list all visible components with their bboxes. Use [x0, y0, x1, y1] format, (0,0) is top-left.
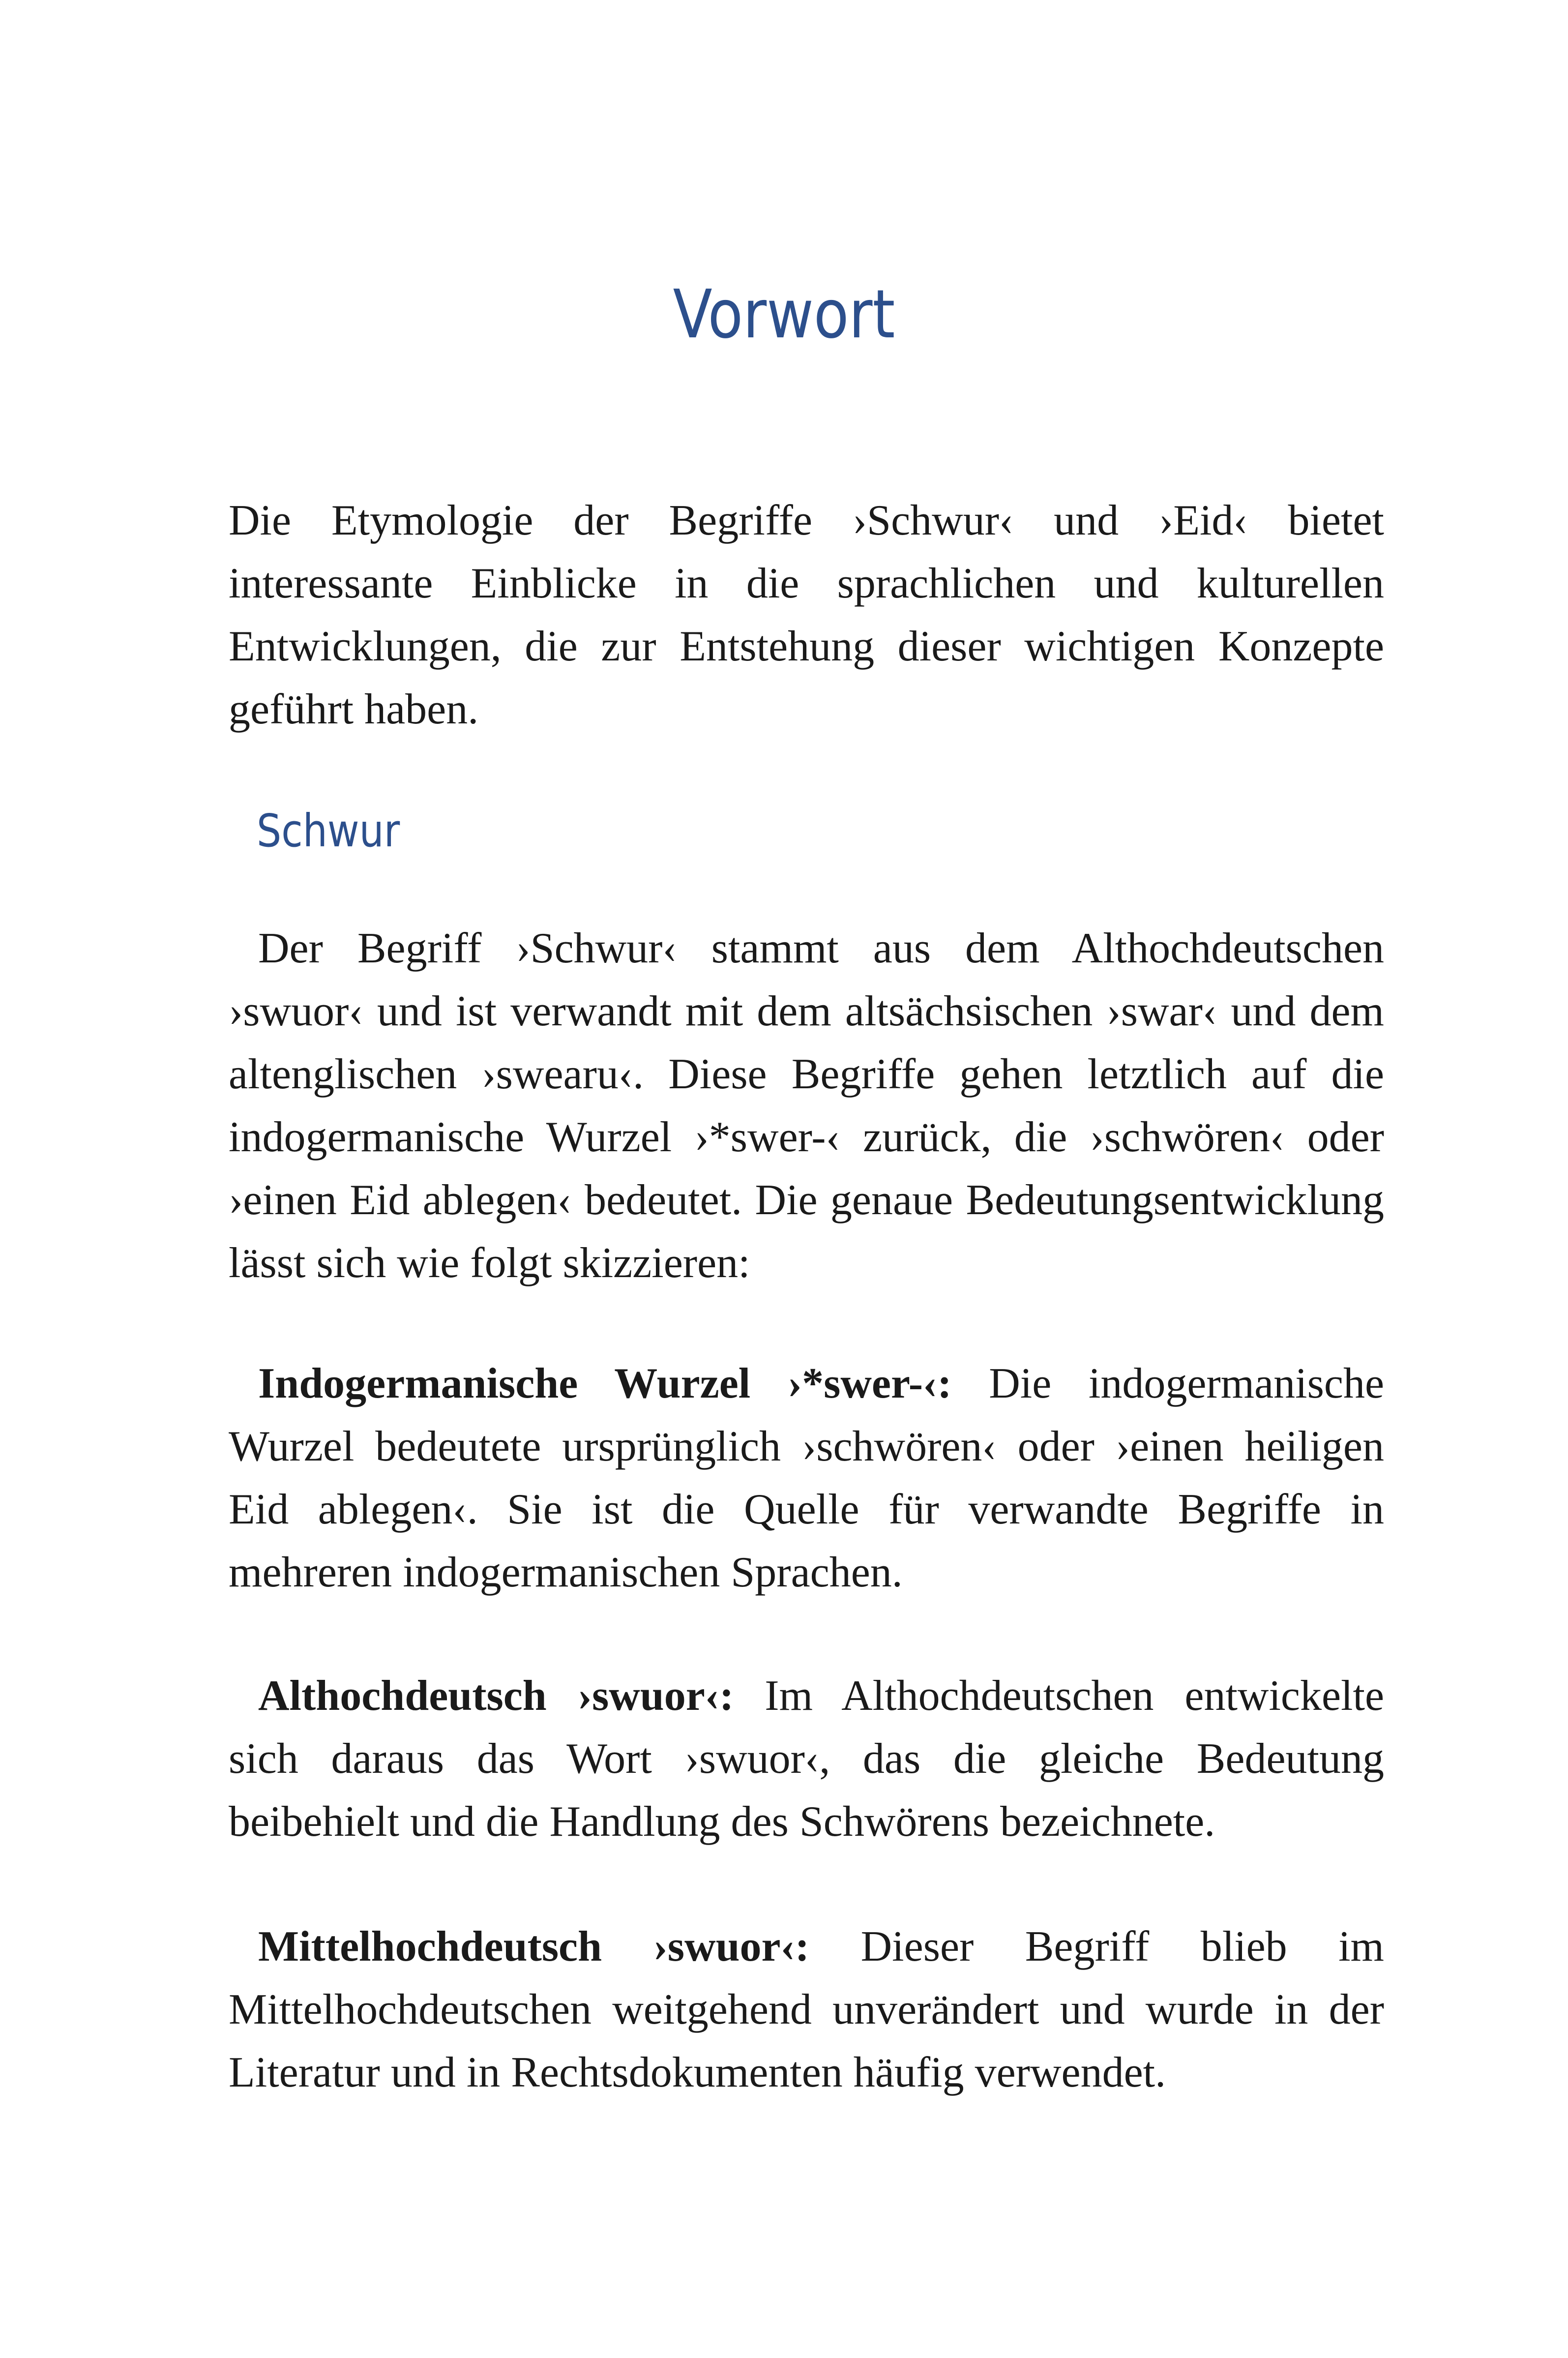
section-paragraph: Der Begriff ›Schwur‹ stammt aus dem Althochdeutschen ›swuor‹ und ist verwandt mit dem altsächsischen ›swar‹ und dem altenglischen ›swearu‹. Diese Begriffe gehen letztlich auf die indogermanische Wurzel ›*swer-‹ zurück, die ›schwören‹ oder ›einen Eid ablegen‹ bedeutet. Die genaue Bedeutungsentwicklung lässt sich wie folgt skizzieren: — [229, 925, 1384, 1287]
intro-paragraph: Die Etymologie der Begriffe ›Schwur‹ und ›Eid‹ bietet interessante Einblicke in die sprachlichen und kulturellen Entwicklungen, die zur Entstehung dieser wichtigen Konzepte geführt haben. — [229, 497, 1384, 733]
list-item — [229, 1665, 1384, 1853]
list-item — [229, 1352, 1384, 1604]
page-title: Vorwort — [673, 276, 895, 354]
section-heading: Schwur — [257, 805, 400, 857]
list-item-term: Althochdeutsch ›swuor‹: — [258, 1672, 734, 1720]
list-item-term: Indogermanische Wurzel ›*swer-‹: — [258, 1360, 952, 1407]
list-item-text: Dieser Begriff blieb im Mittelhochdeutschen weitgehend unverändert und wurde in der Literatur und in Rechtsdokumenten häufig verwendet. — [229, 1923, 1384, 2096]
list-item-term: Mittelhochdeutsch ›swuor‹: — [258, 1923, 810, 1970]
list-item-text: Im Althochdeutschen entwickelte sich daraus das Wort ›swuor‹, das die gleiche Bedeutung beibehielt und die Handlung des Schwörens bezeichnete. — [229, 1672, 1384, 1846]
list-item — [229, 1915, 1384, 2104]
list-item-text: Die indogermanische Wurzel bedeutete ursprünglich ›schwören‹ oder ›einen heiligen Eid ablegen‹. Sie ist die Quelle für verwandte Begriffe in mehreren indogermanischen Sprachen. — [229, 1360, 1384, 1596]
